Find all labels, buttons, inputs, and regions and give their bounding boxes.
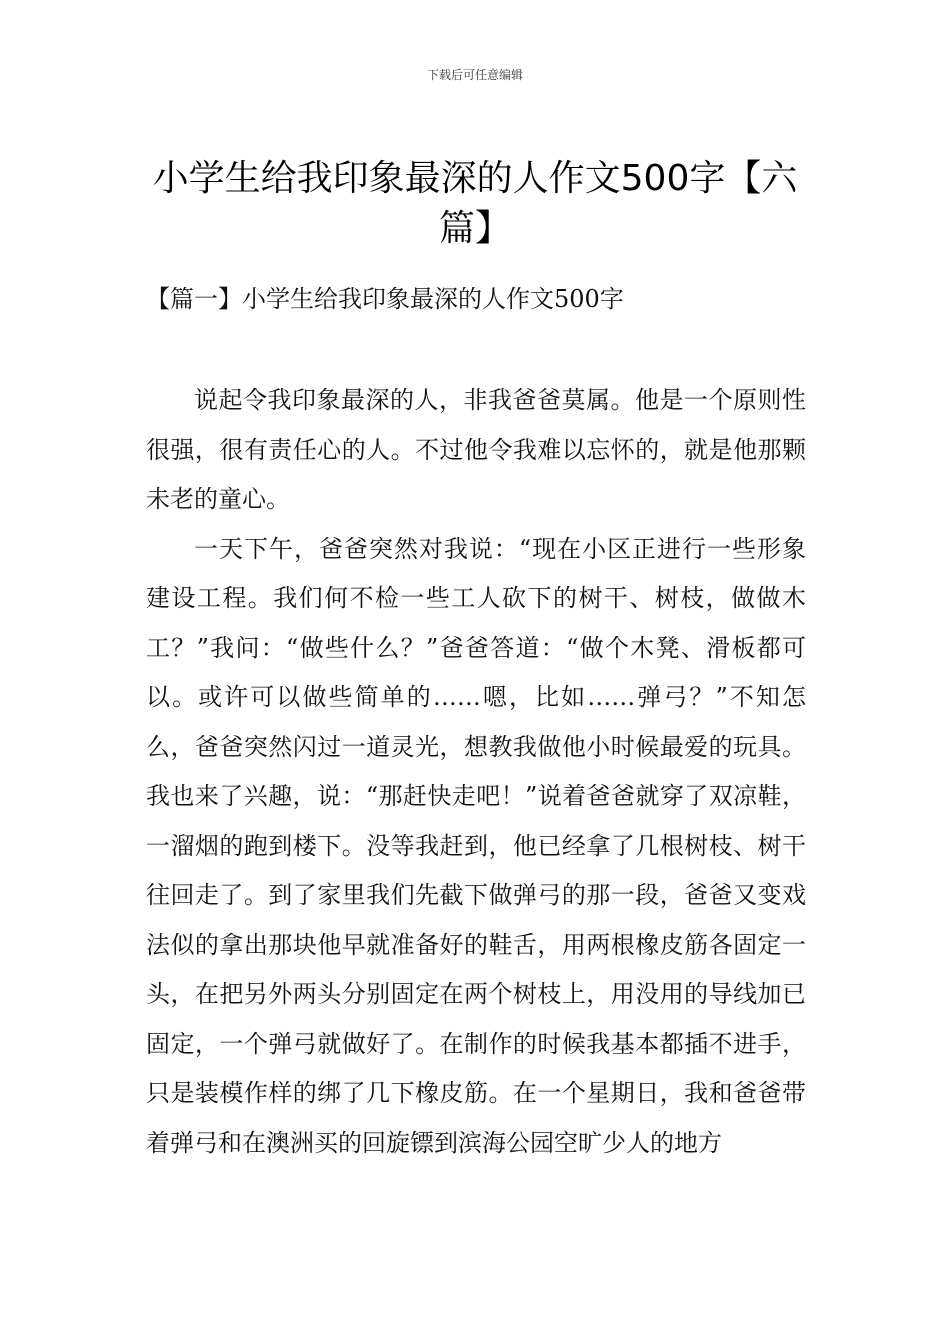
section-heading: 【篇一】小学生给我印象最深的人作文500字 bbox=[146, 285, 624, 313]
header-note: 下载后可任意编辑 bbox=[426, 68, 523, 82]
article-body bbox=[146, 376, 806, 1168]
paragraph: 一天下午，爸爸突然对我说：“现在小区正进行一些形象建设工程。我们何不检一些工人砍下的树干、树枝，做做木工？”我问：“做些什么？”爸爸答道：“做个木凳、滑板都可以。或许可以做些简单的……嗯，比如……弹弓？”不知怎么，爸爸突然闪过一道灵光，想教我做他小时候最爱的玩具。我也来了兴趣，说：“那赶快走吧！”说着爸爸就穿了双凉鞋，一溜烟的跑到楼下。没等我赶到，他已经拿了几根树枝、树干往回走了。到了家里我们先截下做弹弓的那一段，爸爸又变戏法似的拿出那块他早就准备好的鞋舌，用两根橡皮筋各固定一头，在把另外两头分别固定在两个树枝上，用没用的导线加已固定，一个弹弓就做好了。在制作的时候我基本都插不进手，只是装模作样的绑了几下橡皮筋。在一个星期日，我和爸爸带着弹弓和在澳洲买的回旋镖到滨海公园空旷少人的地方 bbox=[146, 534, 806, 1157]
page-title: 小学生给我印象最深的人作文500字【六篇】 bbox=[152, 158, 798, 250]
paragraph: 说起令我印象最深的人，非我爸爸莫属。他是一个原则性很强，很有责任心的人。不过他令我难以忘怀的，就是他那颗未老的童心。 bbox=[146, 386, 806, 513]
